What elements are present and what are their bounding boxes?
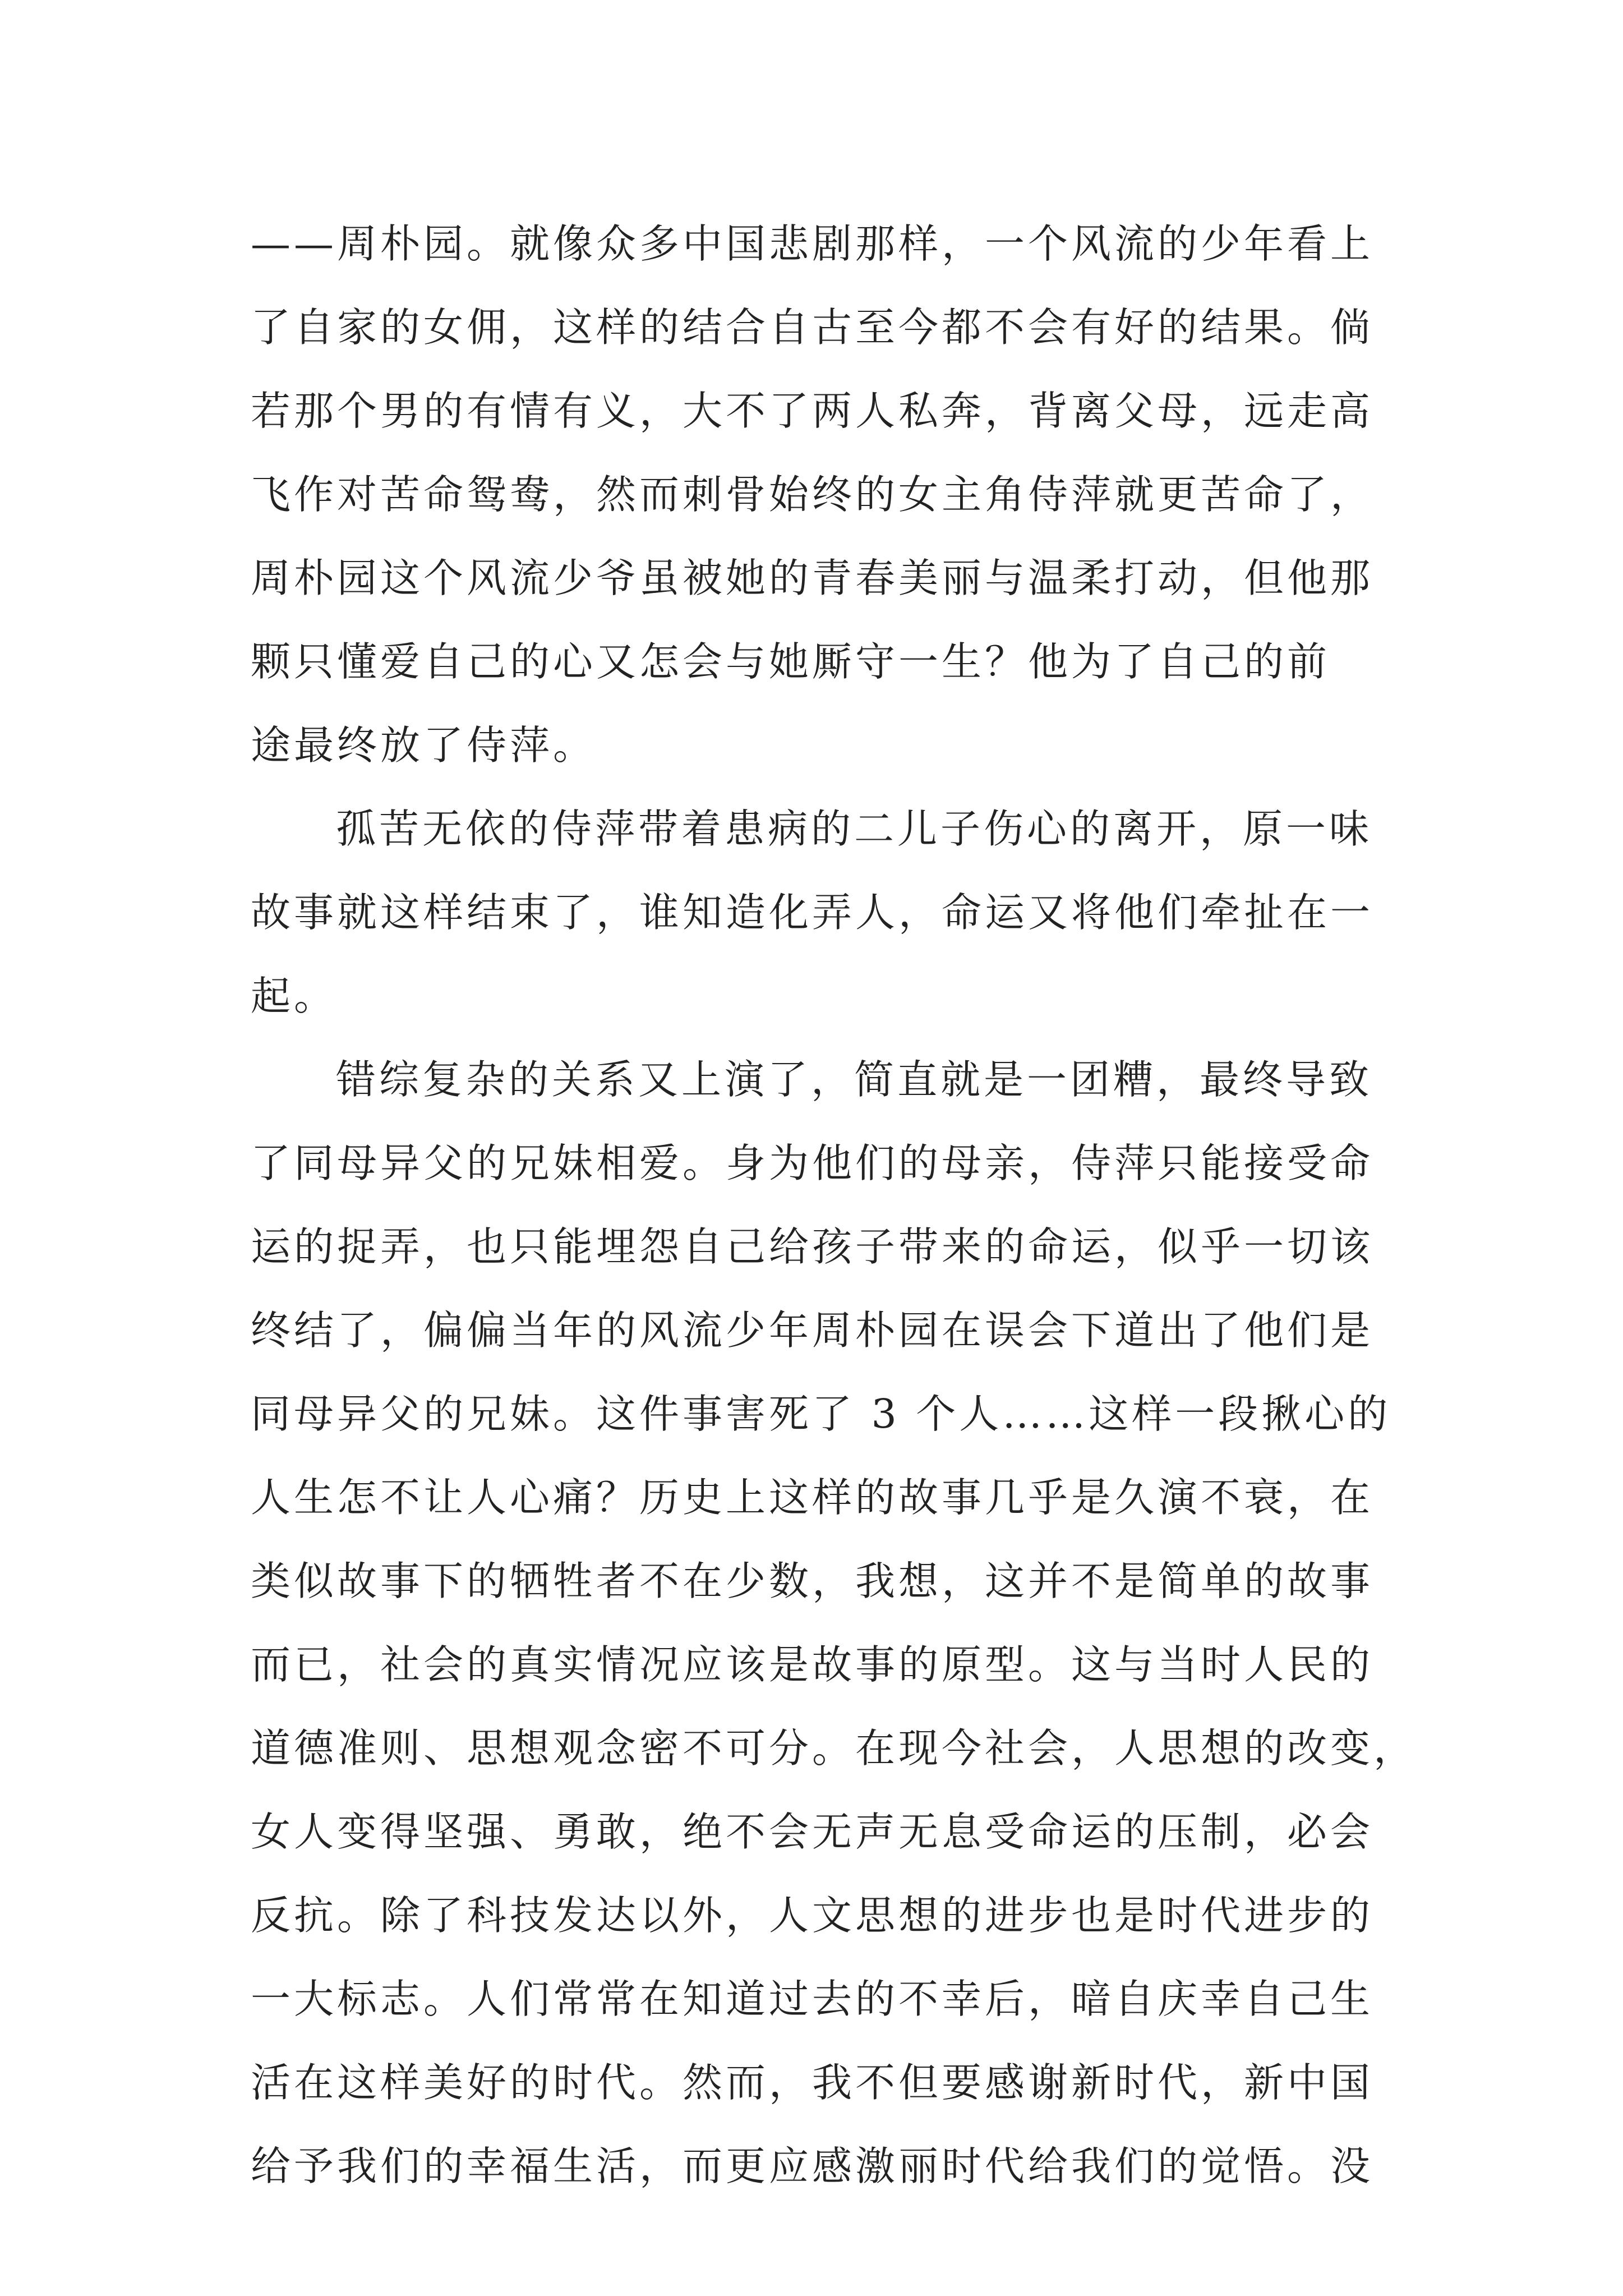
body-text — [251, 202, 1417, 2208]
text-line: 活在这样美好的时代。然而，我不但要感谢新时代，新中国 — [251, 2059, 1374, 2106]
text-line: 了自家的女佣，这样的结合自古至今都不会有好的结果。倘 — [251, 304, 1374, 351]
text-line: ——周朴园。就像众多中国悲剧那样，一个风流的少年看上 — [251, 220, 1374, 267]
text-line: 途最终放了侍萍。 — [251, 722, 597, 769]
text-line: 周朴园这个风流少爷虽被她的青春美丽与温柔打动，但他那 — [251, 555, 1374, 601]
text-line: 若那个男的有情有义，大不了两人私奔，背离父母，远走高 — [251, 388, 1374, 434]
text-line: 同母异父的兄妹。这件事害死了 3 个人……这样一段揪心的 — [251, 1391, 1391, 1437]
text-line: 终结了，偏偏当年的风流少年周朴园在误会下道出了他们是 — [251, 1307, 1374, 1354]
text-line: 故事就这样结束了，谁知造化弄人，命运又将他们牵扯在一 — [251, 889, 1374, 936]
paragraph-first-line: 错综复杂的关系又上演了，简直就是一团糟，最终导致 — [336, 1056, 1373, 1103]
text-line: 给予我们的幸福生活，而更应感激丽时代给我们的觉悟。没 — [251, 2143, 1374, 2189]
text-line: 起。 — [251, 973, 338, 1019]
text-line: 反抗。除了科技发达以外，人文思想的进步也是时代进步的 — [251, 1892, 1374, 1939]
text-line: 女人变得坚强、勇敢，绝不会无声无息受命运的压制，必会 — [251, 1809, 1374, 1855]
text-line: 人生怎不让人心痛？历史上这样的故事几乎是久演不衰，在 — [251, 1474, 1374, 1521]
text-line: 飞作对苦命鸳鸯，然而刺骨始终的女主角侍萍就更苦命了， — [251, 471, 1374, 518]
text-line: 了同母异父的兄妹相爱。身为他们的母亲，侍萍只能接受命 — [251, 1140, 1374, 1186]
text-line: 而已，社会的真实情况应该是故事的原型。这与当时人民的 — [251, 1641, 1374, 1688]
text-line: 运的捉弄，也只能埋怨自己给孩子带来的命运，似乎一切该 — [251, 1223, 1374, 1270]
text-line: 一大标志。人们常常在知道过去的不幸后，暗自庆幸自己生 — [251, 1976, 1374, 2022]
text-line: 颗只懂爱自己的心又怎会与她厮守一生？他为了自己的前 — [251, 638, 1331, 685]
paragraph-first-line: 孤苦无依的侍萍带着患病的二儿子伤心的离开，原一味 — [336, 806, 1373, 852]
text-line: 类似故事下的牺牲者不在少数，我想，这并不是简单的故事 — [251, 1558, 1374, 1604]
text-line: 道德准则、思想观念密不可分。在现今社会，人思想的改变， — [251, 1725, 1417, 1772]
